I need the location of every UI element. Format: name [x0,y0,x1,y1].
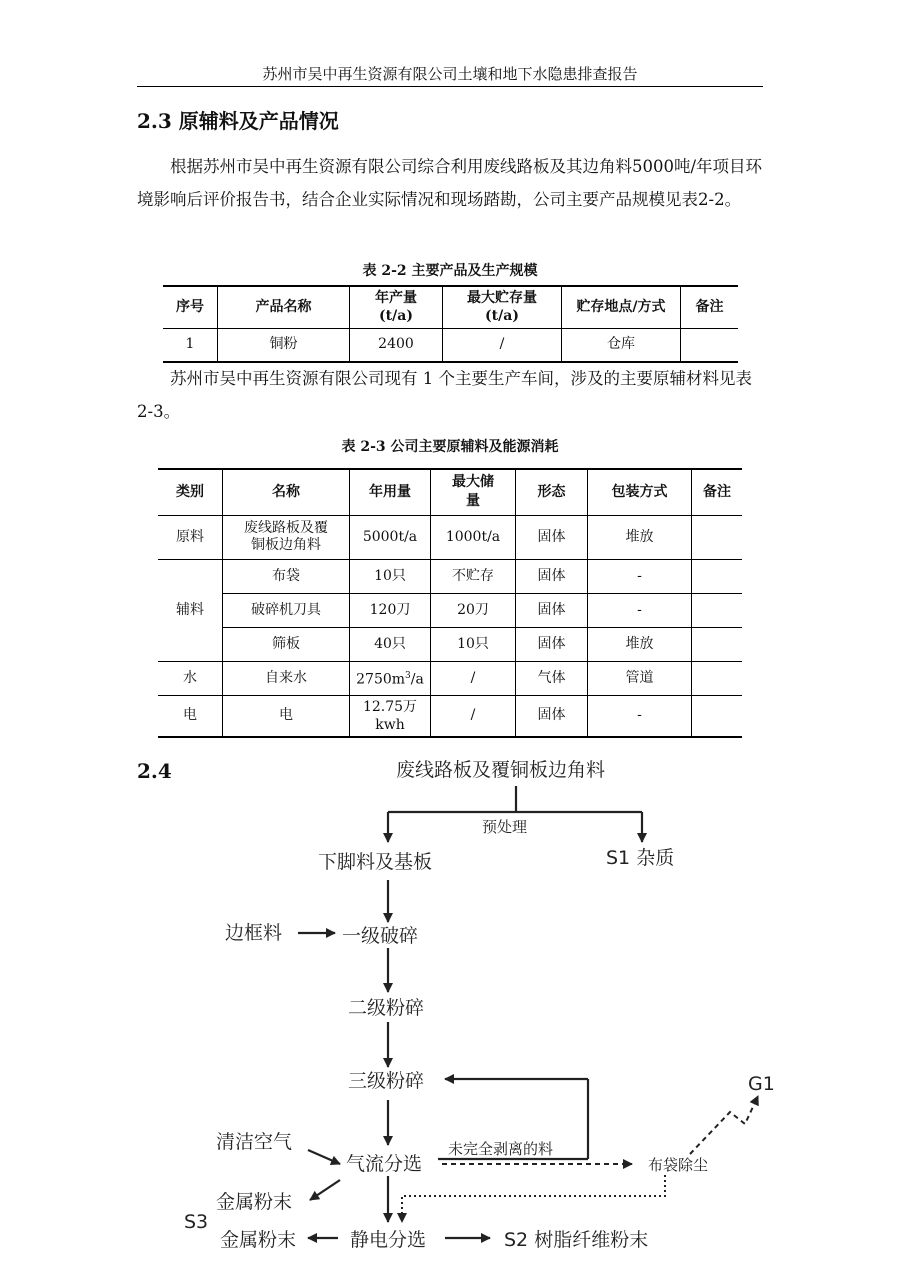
node-s2-resin-fiber-powder: S2 树脂纤维粉末 [504,1229,649,1251]
table-row [158,593,742,627]
arrow-air-in [308,1150,340,1164]
th-category: 类别 [158,469,223,515]
node-metal-powder-1: 金属粉末 [216,1191,293,1213]
label-pretreatment: 预处理 [482,818,528,836]
cell-form: 固体 [516,627,588,661]
node-bag-dust-removal: 布袋除尘 [648,1156,709,1174]
th-annual-output: 年产量 (t/a) [350,286,443,328]
th-storage-location: 贮存地点/方式 [562,286,681,328]
cell-pack: - [588,593,692,627]
label-s3: S3 [184,1211,209,1233]
table-row [158,661,742,695]
cell-max: / [431,695,516,737]
th-name: 名称 [223,469,350,515]
section-2-4-partial-heading: 2.4 [137,759,172,783]
th-max-storage: 最大储 量 [431,469,516,515]
label-incomplete-stripped: 未完全剥离的料 [448,1140,554,1158]
cell-note [692,593,743,627]
cell-note [692,627,743,661]
page-header: 苏州市吴中再生资源有限公司土壤和地下水隐患排查报告 [137,64,763,87]
cell-category: 电 [158,695,223,737]
cell-name: 废线路板及覆 铜板边角料 [223,515,350,559]
cell-pack: 堆放 [588,515,692,559]
node-air-separation: 气流分选 [346,1153,423,1175]
node-clean-air: 清洁空气 [216,1131,293,1153]
cell-annual: 40只 [350,627,431,661]
cell-note [692,515,743,559]
cell-name: 破碎机刀具 [223,593,350,627]
dotted-arrow-bag-to-electro [402,1175,665,1222]
node-tertiary-grinding: 三级粉碎 [348,1070,425,1092]
cell-name: 布袋 [223,559,350,593]
th-packaging: 包装方式 [588,469,692,515]
th-remark: 备注 [681,286,739,328]
th-annual-usage: 年用量 [350,469,431,515]
cell: 1 [163,328,218,362]
th-form: 形态 [516,469,588,515]
table-2-2-caption: 表 2-2 主要产品及生产规模 [362,263,538,279]
cell-pack: 管道 [588,661,692,695]
annual-unit: /a [410,671,424,688]
cell-name: 自来水 [223,661,350,695]
cell-annual: 5000t/a [350,515,431,559]
cell-form: 固体 [516,515,588,559]
cell-max: 1000t/a [431,515,516,559]
node-electrostatic-separation: 静电分选 [350,1229,427,1251]
arrow-to-metal1 [310,1180,340,1200]
node-raw-material: 废线路板及覆铜板边角料 [396,759,606,781]
table-2-2 [163,285,738,363]
process-flow-diagram [170,752,790,1262]
node-s1-impurities: S1 杂质 [606,847,675,869]
cell: 2400 [350,328,443,362]
node-metal-powder-2: 金属粉末 [220,1229,297,1251]
cell-max: / [431,661,516,695]
cell: 仓库 [562,328,681,362]
cell-form: 固体 [516,593,588,627]
cell [681,328,739,362]
table-row [163,328,738,362]
cell-annual: 10只 [350,559,431,593]
node-g1: G1 [748,1073,775,1095]
cell-max: 不贮存 [431,559,516,593]
node-scrap-and-substrate: 下脚料及基板 [318,851,433,873]
table-2-3 [158,468,742,738]
cell: / [443,328,562,362]
node-secondary-grinding: 二级粉碎 [348,997,425,1019]
table-row [158,515,742,559]
node-primary-crushing: 一级破碎 [342,925,419,947]
cell-name: 筛板 [223,627,350,661]
table-row [158,627,742,661]
section-title: 2.3 原辅料及产品情况 [137,109,339,133]
cell-note [692,695,743,737]
node-frame-material: 边框料 [225,922,283,944]
cell-annual [350,661,431,695]
annual-number: 2750m [356,671,406,688]
cell-category: 原料 [158,515,223,559]
cell-name: 电 [223,695,350,737]
th-index: 序号 [163,286,218,328]
paragraph-materials: 苏州市吴中再生资源有限公司现有 1 个主要生产车间，涉及的主要原辅材料见表2-3。 [137,369,752,421]
cell-pack: - [588,695,692,737]
cell-pack: - [588,559,692,593]
cell-category: 水 [158,661,223,695]
th-max-storage: 最大贮存量 (t/a) [443,286,562,328]
th-remark: 备注 [692,469,743,515]
dashed-arrow-to-g1 [690,1096,758,1154]
paragraph-products: 根据苏州市吴中再生资源有限公司综合利用废线路板及其边角料5000吨/年项目环境影响后评价报告书，结合企业实际情况和现场踏勘，公司主要产品规模见表2-2。 [137,157,763,209]
th-product-name: 产品名称 [218,286,350,328]
cell-note [692,661,743,695]
cell: 铜粉 [218,328,350,362]
table-row [158,695,742,737]
cell-annual: 12.75万 kwh [350,695,431,737]
cell-annual: 120刀 [350,593,431,627]
cell-note [692,559,743,593]
table-header-row [158,469,742,515]
cell-form: 气体 [516,661,588,695]
cell-max: 10只 [431,627,516,661]
cell-max: 20刀 [431,593,516,627]
annual-superscript: 3 [405,670,411,681]
table-header-row [163,286,738,328]
table-2-3-caption: 表 2-3 公司主要原辅料及能源消耗 [341,439,559,455]
table-row [158,559,742,593]
cell-form: 固体 [516,695,588,737]
cell-category: 辅料 [158,559,223,661]
cell-pack: 堆放 [588,627,692,661]
cell-form: 固体 [516,559,588,593]
